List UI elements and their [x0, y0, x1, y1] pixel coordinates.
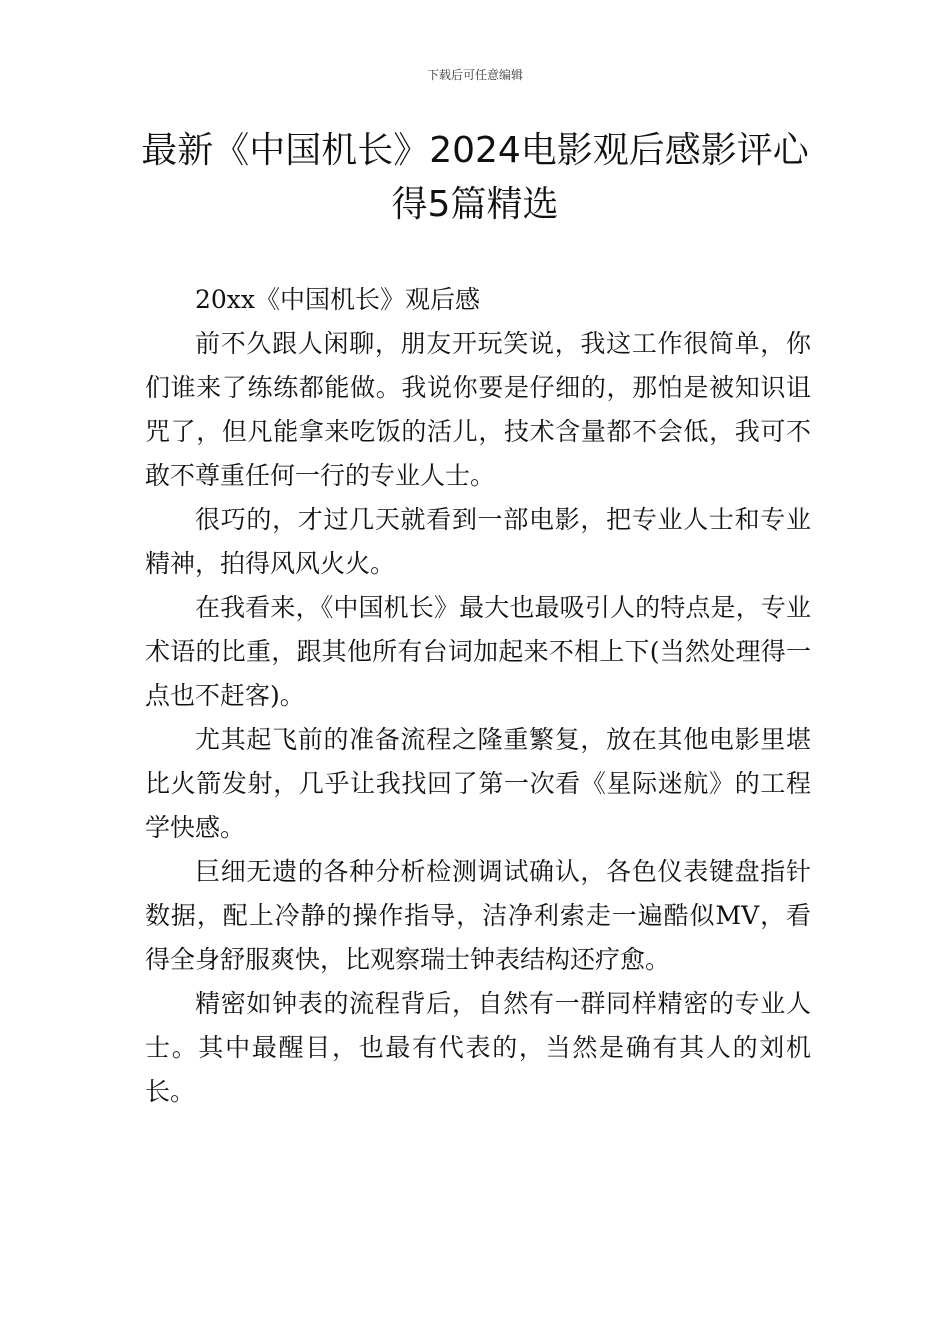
document-title-line-1: 最新《中国机长》2024电影观后感影评心	[141, 130, 809, 171]
body-paragraph-5: 巨细无遗的各种分析检测调试确认，各色仪表键盘指针数据，配上冷静的操作指导，洁净利索走一遍酷似MV，看得全身舒服爽快，比观察瑞士钟表结构还疗愈。	[145, 857, 811, 974]
document-title	[140, 124, 810, 232]
body-paragraph-1: 前不久跟人闲聊，朋友开玩笑说，我这工作很简单，你们谁来了练练都能做。我说你要是仔细的，那怕是被知识诅咒了，但凡能拿来吃饭的活儿，技术含量都不会低，我可不敢不尊重任何一行的专业人士。	[145, 329, 811, 490]
page-header-note: 下载后可任意编辑	[426, 68, 523, 82]
document-body	[145, 278, 811, 1114]
body-paragraph-4: 尤其起飞前的准备流程之隆重繁复，放在其他电影里堪比火箭发射，几乎让我找回了第一次看《星际迷航》的工程学快感。	[145, 725, 811, 842]
body-paragraph-2: 很巧的，才过几天就看到一部电影，把专业人士和专业精神，拍得风风火火。	[145, 505, 811, 578]
document-title-line-2: 得5篇精选	[391, 184, 559, 225]
body-paragraph-3: 在我看来，《中国机长》最大也最吸引人的特点是，专业术语的比重，跟其他所有台词加起来不相上下(当然处理得一点也不赶客)。	[145, 593, 811, 710]
section-heading: 20xx《中国机长》观后感	[195, 285, 481, 314]
body-paragraph-6: 精密如钟表的流程背后，自然有一群同样精密的专业人士。其中最醒目，也最有代表的，当然是确有其人的刘机长。	[145, 989, 811, 1106]
